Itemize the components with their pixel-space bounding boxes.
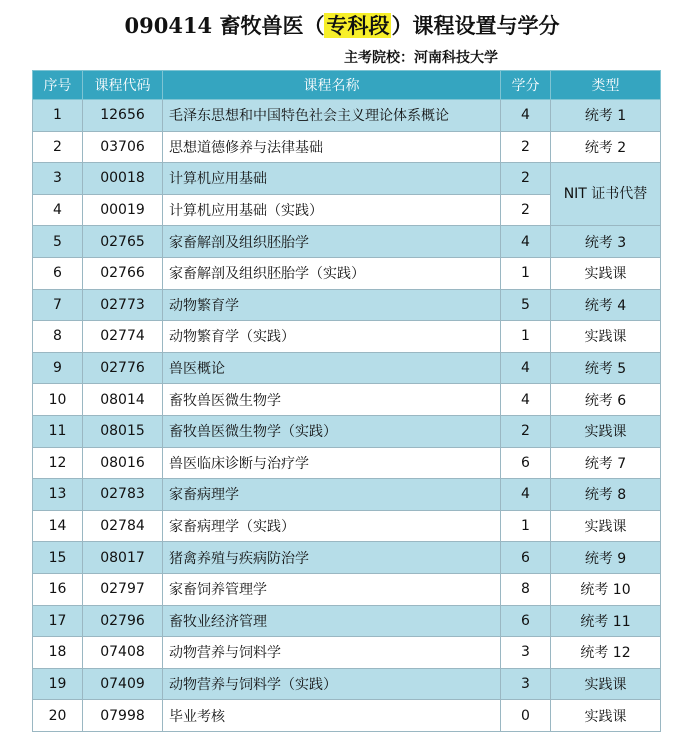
- title-highlight: 专科段: [326, 13, 390, 38]
- cell-code: 08017: [83, 542, 163, 574]
- cell-type: 统考 4: [551, 289, 661, 321]
- cell-type: 实践课: [551, 700, 661, 732]
- cell-code: 02765: [83, 226, 163, 258]
- col-header-name: 课程名称: [163, 71, 501, 100]
- cell-name: 动物繁育学（实践）: [163, 321, 501, 353]
- cell-no: 10: [33, 384, 83, 416]
- cell-code: 08016: [83, 447, 163, 479]
- cell-no: 13: [33, 479, 83, 511]
- cell-no: 5: [33, 226, 83, 258]
- cell-no: 18: [33, 637, 83, 669]
- cell-no: 9: [33, 352, 83, 384]
- cell-credit: 1: [501, 321, 551, 353]
- table-row: [33, 415, 661, 447]
- table-row: [33, 352, 661, 384]
- cell-no: 12: [33, 447, 83, 479]
- cell-credit: 0: [501, 700, 551, 732]
- course-table: [32, 70, 661, 732]
- cell-no: 4: [33, 194, 83, 226]
- table-row: [33, 289, 661, 321]
- cell-type: 统考 2: [551, 131, 661, 163]
- cell-code: 02797: [83, 573, 163, 605]
- cell-name: 毕业考核: [163, 700, 501, 732]
- cell-code: 08015: [83, 415, 163, 447]
- table-row: [33, 700, 661, 732]
- cell-credit: 5: [501, 289, 551, 321]
- cell-code: 07409: [83, 668, 163, 700]
- cell-no: 3: [33, 163, 83, 195]
- cell-code: 02774: [83, 321, 163, 353]
- table-row: [33, 542, 661, 574]
- cell-name: 动物繁育学: [163, 289, 501, 321]
- cell-name: 计算机应用基础: [163, 163, 501, 195]
- col-header-code: 课程代码: [83, 71, 163, 100]
- cell-no: 1: [33, 100, 83, 132]
- cell-type: 统考 9: [551, 542, 661, 574]
- table-row: [33, 637, 661, 669]
- cell-name: 动物营养与饲料学（实践）: [163, 668, 501, 700]
- cell-name: 猪禽养殖与疾病防治学: [163, 542, 501, 574]
- cell-code: 02773: [83, 289, 163, 321]
- col-header-credit: 学分: [501, 71, 551, 100]
- cell-name: 畜牧兽医微生物学: [163, 384, 501, 416]
- title-suffix: ）课程设置与学分: [391, 13, 560, 38]
- cell-credit: 1: [501, 510, 551, 542]
- cell-name: 毛泽东思想和中国特色社会主义理论体系概论: [163, 100, 501, 132]
- cell-no: 19: [33, 668, 83, 700]
- cell-credit: 4: [501, 352, 551, 384]
- table-row: [33, 226, 661, 258]
- exam-institution: 主考院校：河南科技大学: [344, 50, 498, 66]
- cell-no: 6: [33, 257, 83, 289]
- cell-type: 统考 6: [551, 384, 661, 416]
- cell-credit: 6: [501, 542, 551, 574]
- table-row: [33, 668, 661, 700]
- title-prefix: 090414 畜牧兽医（: [124, 13, 325, 38]
- cell-type: 实践课: [551, 321, 661, 353]
- cell-type: 统考 5: [551, 352, 661, 384]
- cell-credit: 2: [501, 194, 551, 226]
- cell-type: 实践课: [551, 510, 661, 542]
- cell-no: 16: [33, 573, 83, 605]
- cell-credit: 4: [501, 384, 551, 416]
- page-title: [0, 8, 684, 44]
- cell-credit: 6: [501, 447, 551, 479]
- cell-name: 家畜病理学: [163, 479, 501, 511]
- cell-code: 07998: [83, 700, 163, 732]
- col-header-type: 类型: [551, 71, 661, 100]
- cell-type: 统考 11: [551, 605, 661, 637]
- cell-type: 统考 12: [551, 637, 661, 669]
- cell-no: 17: [33, 605, 83, 637]
- table-row: [33, 605, 661, 637]
- table-row: [33, 510, 661, 542]
- cell-name: 畜牧业经济管理: [163, 605, 501, 637]
- cell-no: 20: [33, 700, 83, 732]
- table-row: [33, 257, 661, 289]
- cell-type: 统考 8: [551, 479, 661, 511]
- cell-credit: 4: [501, 100, 551, 132]
- cell-code: 08014: [83, 384, 163, 416]
- cell-code: 00018: [83, 163, 163, 195]
- cell-name: 家畜病理学（实践）: [163, 510, 501, 542]
- cell-name: 家畜解剖及组织胚胎学（实践）: [163, 257, 501, 289]
- cell-type: 统考 7: [551, 447, 661, 479]
- cell-credit: 2: [501, 163, 551, 195]
- table-row: [33, 573, 661, 605]
- cell-code: 12656: [83, 100, 163, 132]
- cell-name: 家畜饲养管理学: [163, 573, 501, 605]
- cell-code: 02796: [83, 605, 163, 637]
- cell-code: 02776: [83, 352, 163, 384]
- table-row: [33, 479, 661, 511]
- cell-no: 7: [33, 289, 83, 321]
- cell-type: 实践课: [551, 415, 661, 447]
- cell-credit: 2: [501, 131, 551, 163]
- table-row: [33, 384, 661, 416]
- cell-credit: 2: [501, 415, 551, 447]
- cell-code: 00019: [83, 194, 163, 226]
- cell-credit: 1: [501, 257, 551, 289]
- cell-type: 实践课: [551, 257, 661, 289]
- table-row: [33, 163, 661, 195]
- cell-name: 动物营养与饲料学: [163, 637, 501, 669]
- cell-code: 02784: [83, 510, 163, 542]
- cell-no: 2: [33, 131, 83, 163]
- cell-type: NIT 证书代替: [551, 163, 661, 226]
- cell-code: 02783: [83, 479, 163, 511]
- col-header-no: 序号: [33, 71, 83, 100]
- cell-type: 统考 3: [551, 226, 661, 258]
- cell-credit: 4: [501, 479, 551, 511]
- cell-credit: 3: [501, 668, 551, 700]
- cell-name: 兽医概论: [163, 352, 501, 384]
- cell-no: 14: [33, 510, 83, 542]
- cell-type: 统考 1: [551, 100, 661, 132]
- cell-credit: 8: [501, 573, 551, 605]
- table-header-row: [33, 71, 661, 100]
- cell-credit: 4: [501, 226, 551, 258]
- cell-credit: 6: [501, 605, 551, 637]
- table-row: [33, 131, 661, 163]
- table-row: [33, 100, 661, 132]
- cell-no: 11: [33, 415, 83, 447]
- cell-code: 07408: [83, 637, 163, 669]
- cell-code: 02766: [83, 257, 163, 289]
- cell-credit: 3: [501, 637, 551, 669]
- table-row: [33, 321, 661, 353]
- cell-name: 思想道德修养与法律基础: [163, 131, 501, 163]
- cell-name: 畜牧兽医微生物学（实践）: [163, 415, 501, 447]
- cell-name: 计算机应用基础（实践）: [163, 194, 501, 226]
- cell-no: 8: [33, 321, 83, 353]
- cell-type: 统考 10: [551, 573, 661, 605]
- cell-name: 兽医临床诊断与治疗学: [163, 447, 501, 479]
- cell-no: 15: [33, 542, 83, 574]
- cell-type: 实践课: [551, 668, 661, 700]
- cell-code: 03706: [83, 131, 163, 163]
- table-row: [33, 447, 661, 479]
- cell-name: 家畜解剖及组织胚胎学: [163, 226, 501, 258]
